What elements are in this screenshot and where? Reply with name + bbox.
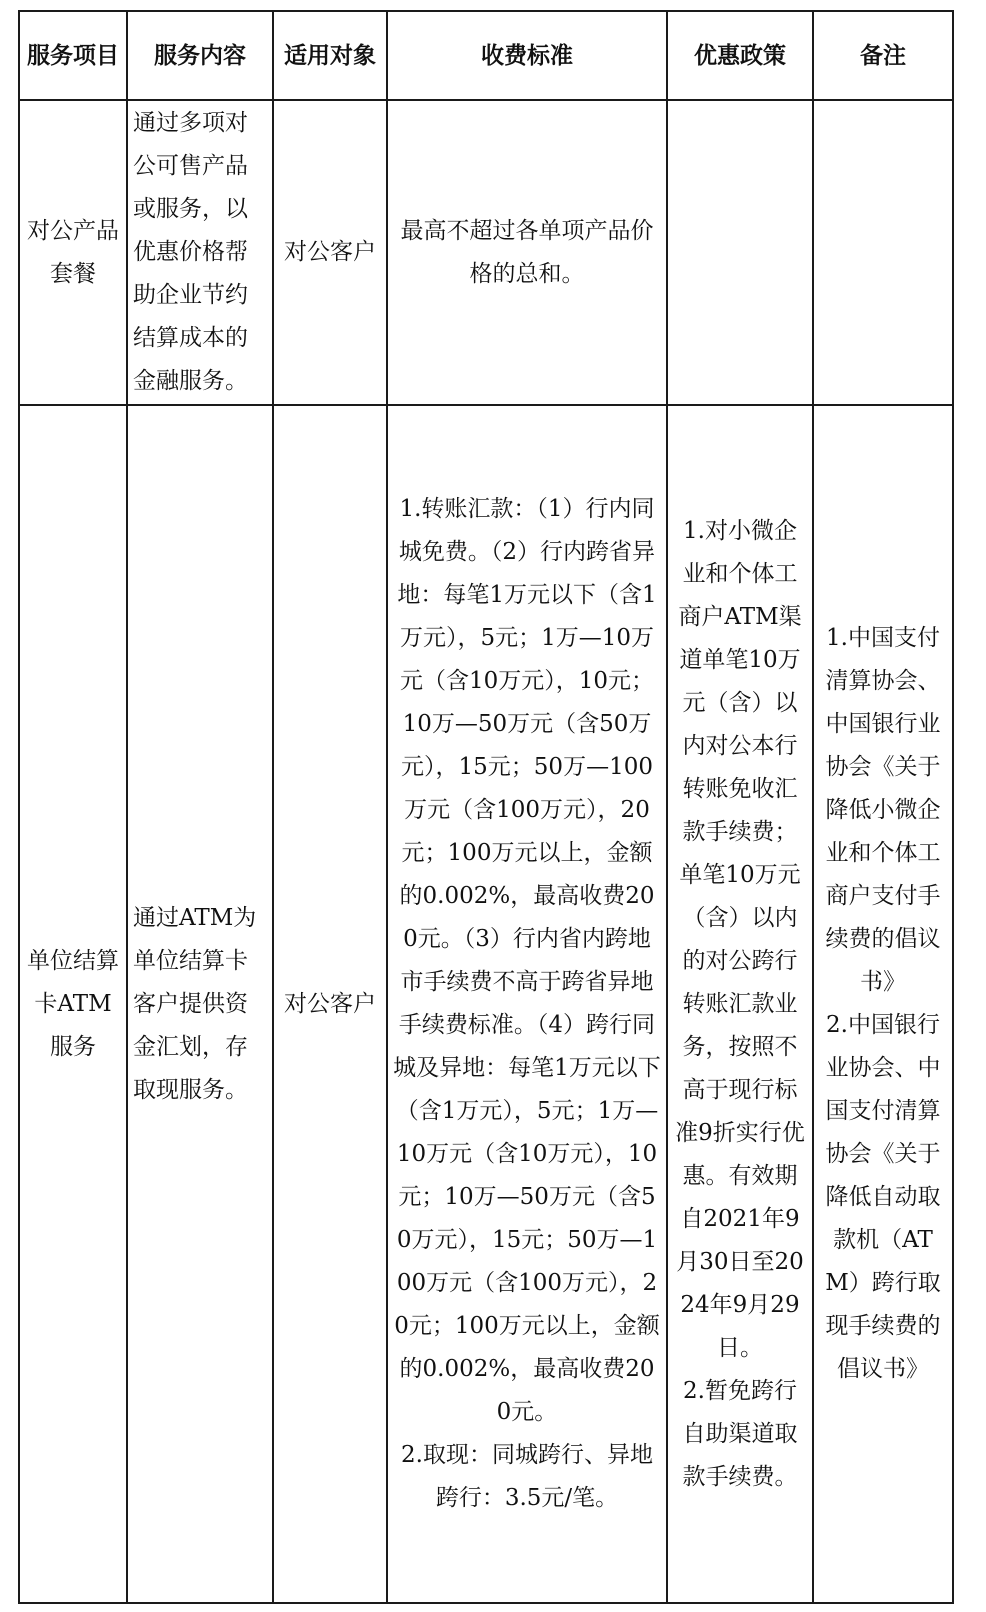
- fee-transfer-text: 1.转账汇款：（1）行内同城免费。（2）行内跨省异地：每笔1万元以下（含1万元），5元；1万—10万元（含10万元），10元；10万—50万元（含50万元），15元；50万—100万元（含100万元），20元；100万元以上，金额的0.002%，最高收费200元。（3）行内省内跨地市手续费不高于跨省异地手续费标准。（4）跨行同城及异地：每笔1万元以下（含1万元），5元；1万—10万元（含10万元），10元；10万—50万元（含50万元），15元；50万—100万元（含100万元），20元；100万元以上，金额的0.002%，最高收费200元。: [393, 496, 661, 1425]
- cell-note: [813, 405, 953, 1603]
- cell-content: 通过ATM为单位结算卡客户提供资金汇划，存取现服务。: [127, 405, 273, 1603]
- header-target-customer: 适用对象: [273, 11, 387, 100]
- header-service-content: 服务内容: [127, 11, 273, 100]
- discount-text-1: 1.对小微企业和个体工商户ATM渠道单笔10万元（含）以内对公本行转账免收汇款手续费；单笔10万元（含）以内的对公跨行转账汇款业务，按照不高于现行标准9折实行优惠。有效期自2021年9月30日至2024年9月29日。: [675, 517, 805, 1361]
- header-discount-policy: 优惠政策: [667, 11, 813, 100]
- cell-discount: [667, 405, 813, 1603]
- table-row: [19, 405, 953, 1603]
- cell-target: 对公客户: [273, 405, 387, 1603]
- cell-item: 对公产品套餐: [19, 100, 127, 405]
- header-service-item: 服务项目: [19, 11, 127, 100]
- cell-fee: [387, 405, 667, 1603]
- note-text-2: 2.中国银行业协会、中国支付清算协会《关于降低自动取款机（ATM）跨行取现手续费的倡议书》: [825, 1012, 941, 1382]
- table-row: [19, 100, 953, 405]
- header-row: [19, 11, 953, 100]
- discount-text-2: 2.暂免跨行自助渠道取款手续费。: [682, 1377, 798, 1490]
- header-fee-standard: 收费标准: [387, 11, 667, 100]
- cell-target: 对公客户: [273, 100, 387, 405]
- cell-fee: 最高不超过各单项产品价格的总和。: [387, 100, 667, 405]
- fee-withdraw-text: 2.取现：同城跨行、异地跨行：3.5元/笔。: [401, 1442, 653, 1511]
- cell-note: [813, 100, 953, 405]
- fee-table: [18, 10, 954, 1604]
- note-text-1: 1.中国支付清算协会、中国银行业协会《关于降低小微企业和个体工商户支付手续费的倡议书》: [825, 625, 941, 995]
- cell-discount: [667, 100, 813, 405]
- header-remarks: 备注: [813, 11, 953, 100]
- cell-item: 单位结算卡ATM服务: [19, 405, 127, 1603]
- cell-content: 通过多项对公可售产品或服务，以优惠价格帮助企业节约结算成本的金融服务。: [127, 100, 273, 405]
